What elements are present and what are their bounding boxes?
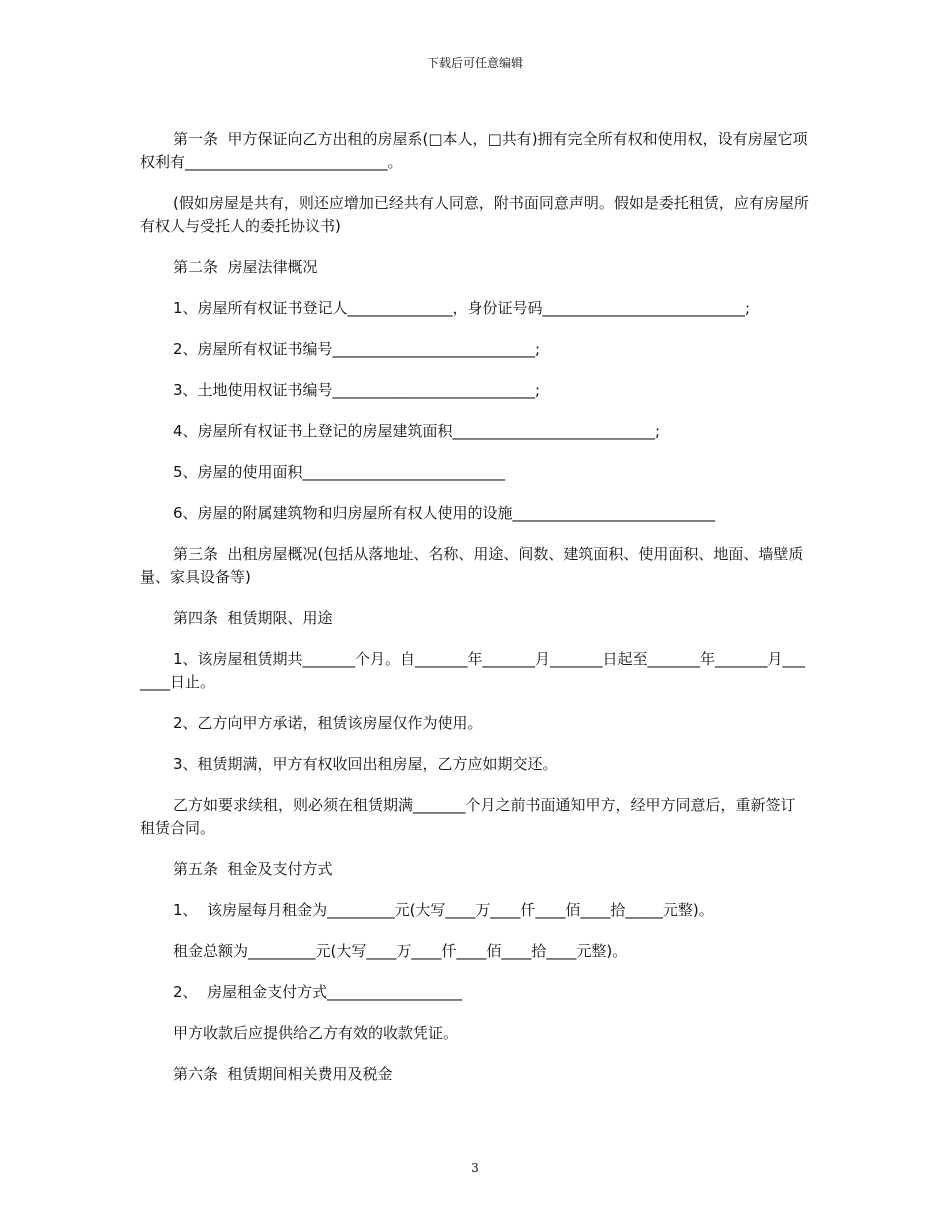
document-body <box>140 128 810 1104</box>
clause-2-item-1: 1、房屋所有权证书登记人______________，身份证号码___________________________; <box>173 299 751 317</box>
clause-1-note: (假如房屋是共有，则还应增加已经共有人同意，附书面同意声明。假如是委托租赁，应有房屋所有权人与受托人的委托协议书) <box>140 194 809 235</box>
clause-1: 第一条 甲方保证向乙方出租的房屋系(□本人，□共有)拥有完全所有权和使用权，设有房屋它项权利有___________________________。 <box>140 130 808 171</box>
clause-2-item-3: 3、土地使用权证书编号___________________________; <box>173 381 541 399</box>
clause-4-item-2: 2、乙方向甲方承诺，租赁该房屋仅作为使用。 <box>173 714 483 732</box>
clause-5-item-2: 2、 房屋租金支付方式__________________ <box>173 983 463 1001</box>
clause-6-heading: 第六条 租赁期间相关费用及税金 <box>173 1065 393 1083</box>
clause-4-renewal: 乙方如要求续租，则必须在租赁期满_______个月之前书面通知甲方，经甲方同意后，重新签订租赁合同。 <box>140 796 796 837</box>
clause-4-heading: 第四条 租赁期限、用途 <box>173 609 333 627</box>
clause-5-heading: 第五条 租金及支付方式 <box>173 860 333 878</box>
clause-3: 第三条 出租房屋概况(包括从落地址、名称、用途、间数、建筑面积、使用面积、地面、墙壁质量、家具设备等) <box>140 545 804 586</box>
clause-5-receipt: 甲方收款后应提供给乙方有效的收款凭证。 <box>173 1024 459 1042</box>
clause-4-item-3: 3、租赁期满，甲方有权收回出租房屋，乙方应如期交还。 <box>173 755 558 773</box>
clause-2-heading: 第二条 房屋法律概况 <box>173 258 318 276</box>
clause-5-total: 租金总额为_________元(大写____万____仟____佰____拾____元整)。 <box>173 942 628 960</box>
clause-2-item-6: 6、房屋的附属建筑物和归房屋所有权人使用的设施___________________________ <box>173 504 716 522</box>
page-number: 3 <box>471 1161 479 1175</box>
clause-4-item-1: 1、该房屋租赁期共_______个月。自_______年_______月_______日起至_______年_______月_______日止。 <box>140 650 806 691</box>
clause-2-item-5: 5、房屋的使用面积___________________________ <box>173 463 506 481</box>
page-header: 下载后可任意编辑 <box>426 56 523 70</box>
clause-2-item-4: 4、房屋所有权证书上登记的房屋建筑面积___________________________; <box>173 422 661 440</box>
clause-5-item-1: 1、 该房屋每月租金为_________元(大写____万____仟____佰____拾_____元整)。 <box>173 901 714 919</box>
clause-2-item-2: 2、房屋所有权证书编号___________________________; <box>173 340 541 358</box>
